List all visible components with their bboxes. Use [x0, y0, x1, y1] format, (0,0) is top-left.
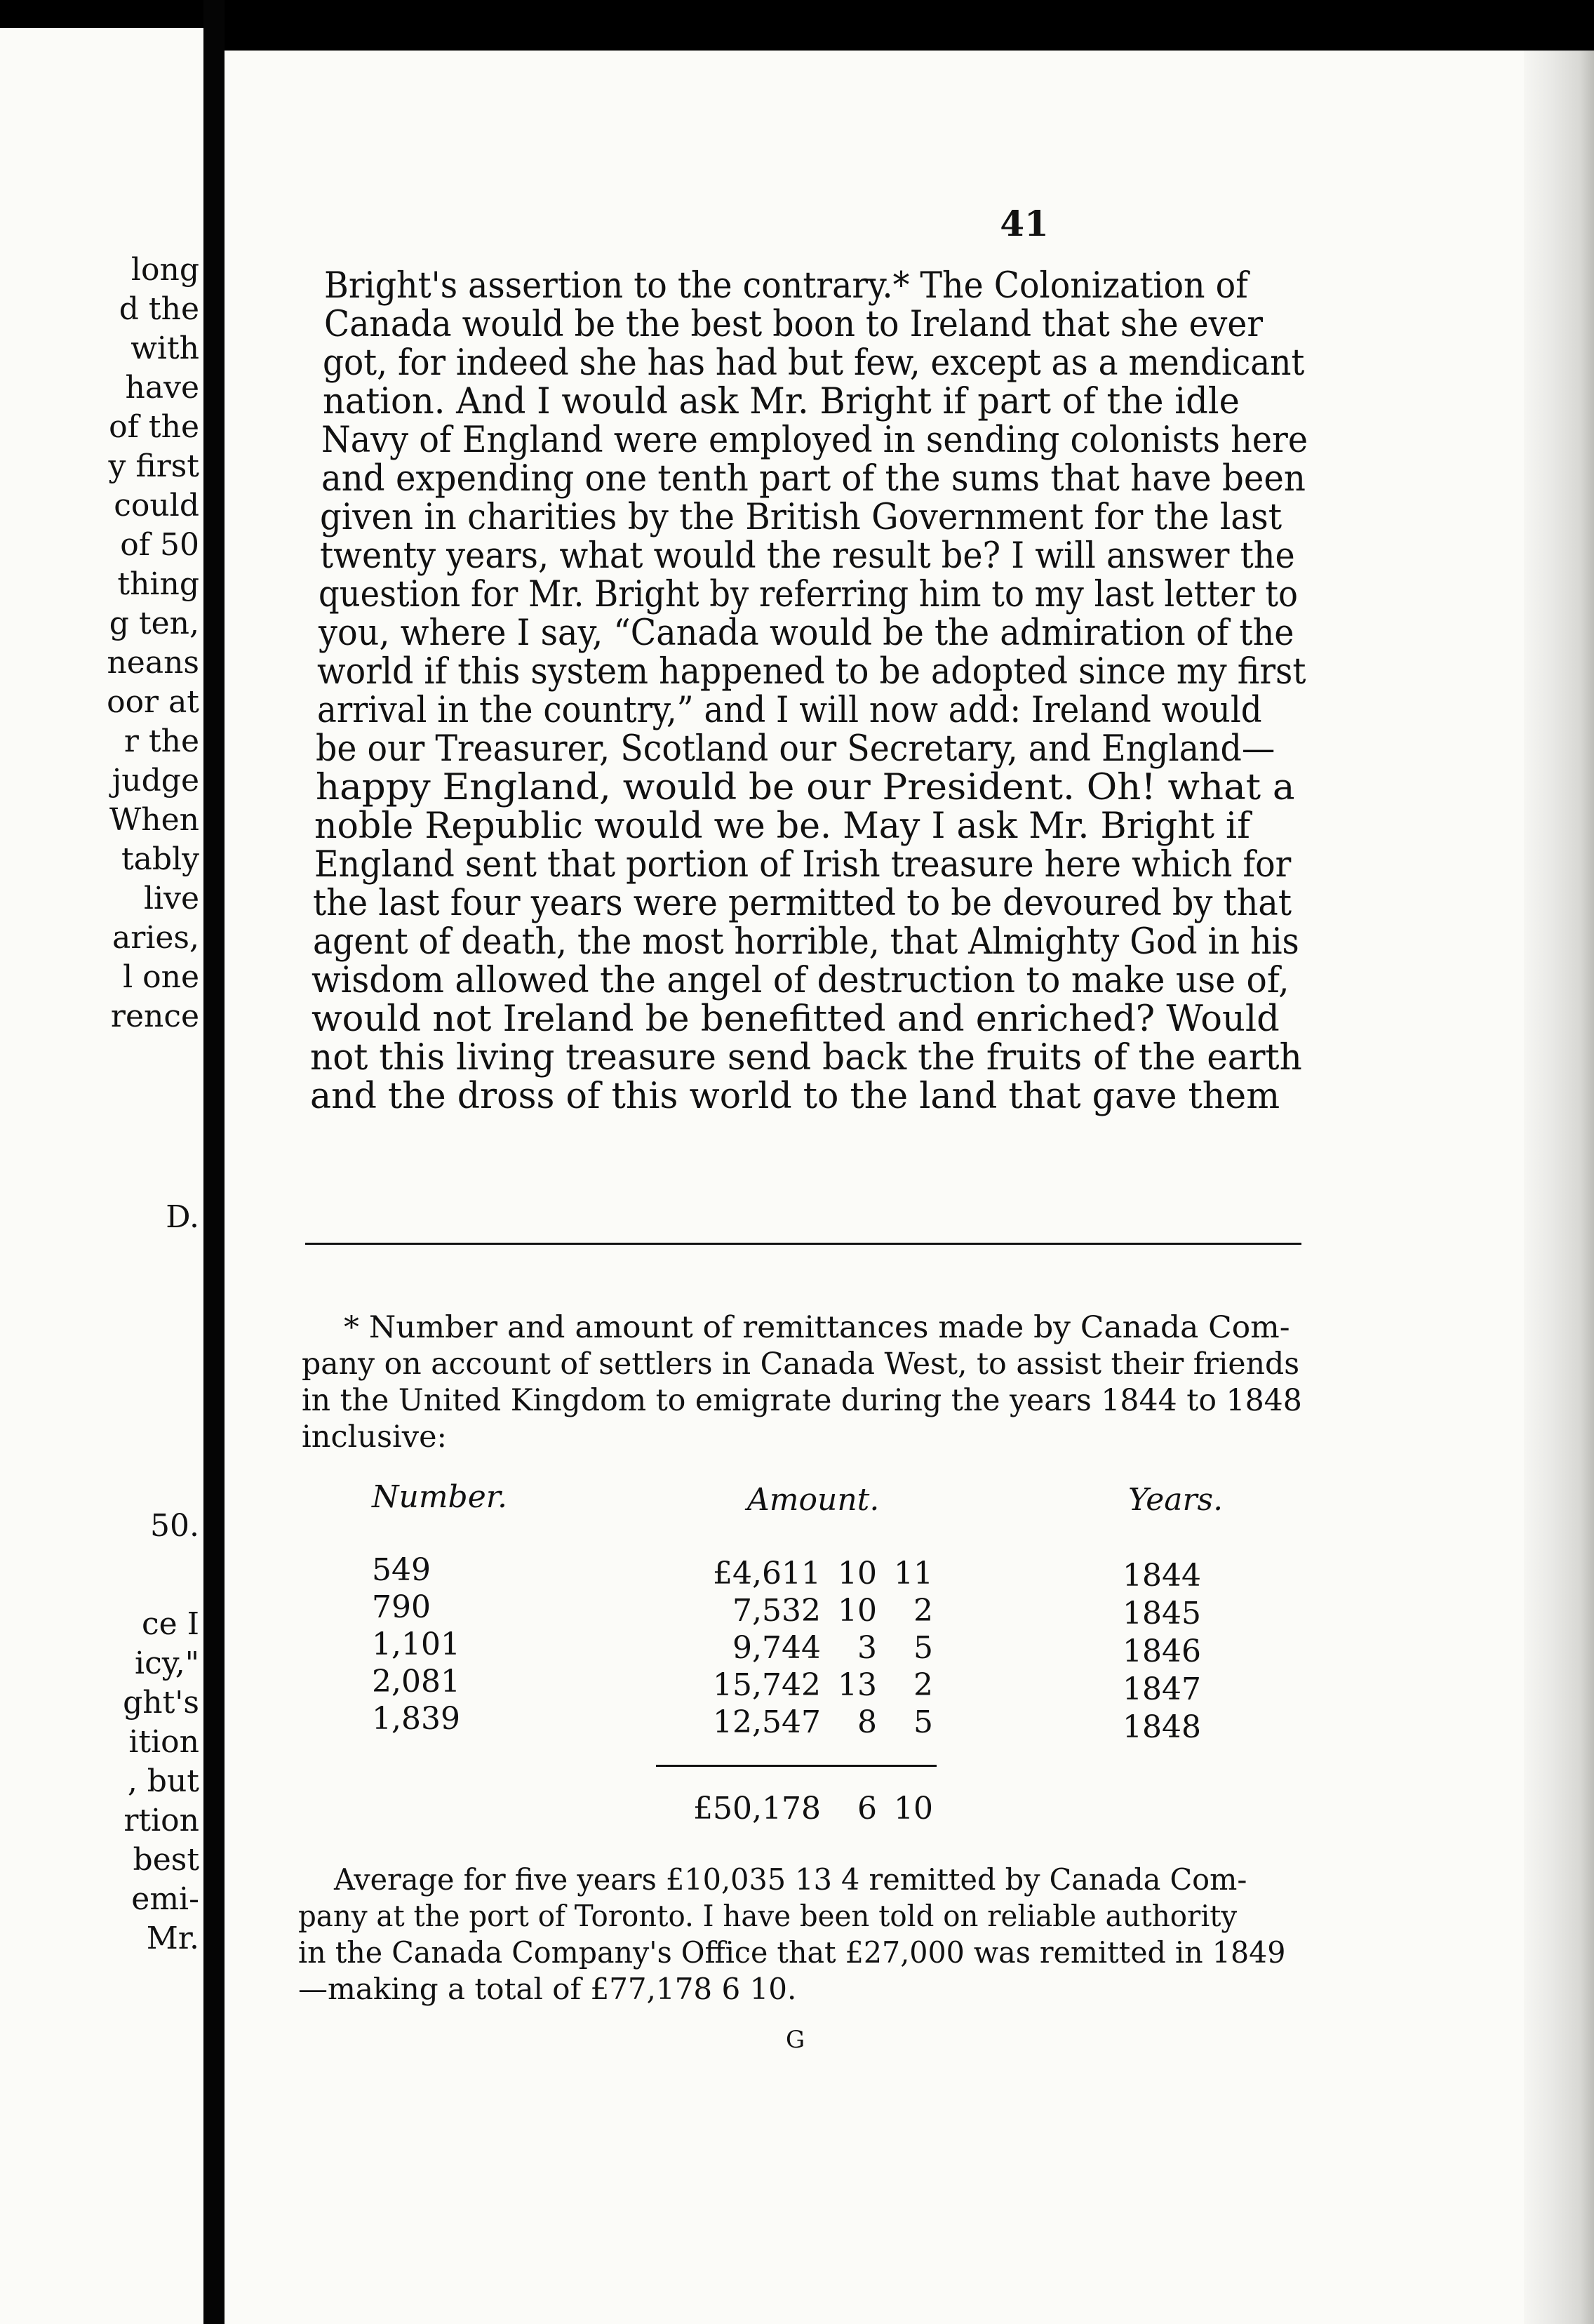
left-page-fragment — [0, 28, 203, 2324]
body-line: be our Treasurer, Scotland our Secretary, and England— — [316, 728, 1275, 770]
cell-year: 1844 — [1123, 1558, 1201, 1594]
left-word: When — [109, 802, 199, 838]
cell-pence: 11 — [894, 1556, 933, 1591]
average-line: —making a total of £77,178 6 10. — [298, 1972, 797, 2006]
body-line: would not Ireland be benefitted and enriched? Would — [312, 999, 1280, 1040]
cell-pounds: 7,532 — [732, 1593, 821, 1629]
body-line: nation. And I would ask Mr. Bright if part of the idle — [323, 381, 1240, 422]
left-word: Mr. — [146, 1921, 199, 1956]
left-word: have — [125, 370, 199, 406]
left-word: d the — [119, 291, 199, 327]
cell-shillings: 8 — [857, 1704, 877, 1740]
body-line: noble Republic would we be. May I ask Mr. Bright if — [314, 806, 1250, 847]
body-line: arrival in the country,” and I will now add: Ireland would — [317, 690, 1262, 731]
body-line: and expending one tenth part of the sums that have been — [321, 458, 1306, 500]
book-page — [225, 51, 1594, 2324]
body-line: twenty years, what would the result be? I will answer the — [320, 535, 1295, 577]
cell-year: 1845 — [1123, 1596, 1201, 1631]
cell-pounds: £4,611 — [713, 1556, 821, 1591]
body-line: Canada would be the best boon to Ireland that she ever — [324, 304, 1264, 345]
left-word: rence — [110, 999, 199, 1034]
body-line: not this living treasure send back the fruits of the earth — [310, 1037, 1302, 1078]
cell-number: 1,839 — [372, 1701, 460, 1737]
body-line: given in charities by the British Government for the last — [320, 497, 1282, 538]
left-word: of 50 — [120, 527, 199, 563]
left-word: judge — [112, 763, 199, 799]
cell-number: 549 — [372, 1552, 431, 1588]
cell-pence: 5 — [913, 1630, 933, 1666]
cell-shillings: 3 — [857, 1630, 877, 1666]
footnote-rule — [305, 1242, 1301, 1246]
page-edge-shadow — [1524, 51, 1594, 2324]
body-line: wisdom allowed the angel of destruction to make use of, — [312, 960, 1290, 1001]
total-rule — [656, 1765, 937, 1767]
body-line: and the dross of this world to the land that gave them — [310, 1076, 1280, 1117]
left-word: rtion — [123, 1803, 199, 1838]
column-header-amount: Amount. — [747, 1482, 880, 1518]
cell-number: 790 — [372, 1589, 431, 1625]
total-shillings: 6 — [857, 1791, 877, 1827]
cell-pence: 5 — [913, 1704, 933, 1740]
left-word: neans — [107, 645, 199, 681]
cell-year: 1848 — [1123, 1709, 1201, 1745]
footnote-line: inclusive: — [302, 1420, 448, 1455]
signature-mark: G — [786, 2026, 805, 2054]
cell-shillings: 13 — [838, 1667, 877, 1703]
body-line: the last four years were permitted to be devoured by that — [313, 883, 1292, 924]
left-word: oor at — [107, 684, 199, 720]
cell-pence: 2 — [913, 1593, 933, 1629]
column-header-number: Number. — [372, 1479, 507, 1515]
cell-pounds: 9,744 — [732, 1630, 821, 1666]
left-word: tably — [121, 841, 199, 877]
left-word: icy," — [135, 1645, 199, 1681]
cell-number: 2,081 — [372, 1664, 460, 1699]
page-number: 41 — [1000, 203, 1049, 244]
left-word: long — [130, 252, 199, 288]
left-word: g ten, — [109, 606, 199, 641]
left-word: emi- — [131, 1881, 199, 1917]
body-line: agent of death, the most horrible, that Almighty God in his — [313, 921, 1299, 963]
cell-shillings: 10 — [838, 1593, 877, 1629]
cell-pence: 2 — [913, 1667, 933, 1703]
left-word: l one — [123, 959, 199, 995]
body-line: Navy of England were employed in sending colonists here — [321, 420, 1308, 461]
left-word: of the — [109, 409, 199, 445]
left-word: ght's — [123, 1685, 199, 1721]
left-word: D. — [166, 1199, 199, 1235]
left-word: ce I — [141, 1606, 199, 1642]
left-word: aries, — [112, 920, 199, 956]
average-line: in the Canada Company's Office that £27,000 was remitted in 1849 — [298, 1935, 1286, 1970]
left-word: thing — [117, 566, 199, 602]
average-line: pany at the port of Toronto. I have been told on reliable authority — [298, 1899, 1238, 1933]
body-line: world if this system happened to be adopted since my first — [317, 651, 1306, 693]
left-word: 50. — [150, 1508, 199, 1544]
left-word: could — [114, 488, 199, 523]
body-line: happy England, would be our President. Oh! what a — [316, 767, 1295, 808]
body-line: Bright's assertion to the contrary.* The Colonization of — [324, 265, 1248, 307]
cell-shillings: 10 — [838, 1556, 877, 1591]
left-word: r the — [123, 723, 199, 759]
left-word: live — [143, 881, 199, 916]
body-line: question for Mr. Bright by referring him to my last letter to — [319, 574, 1298, 615]
left-word: ition — [128, 1724, 199, 1760]
body-line: England sent that portion of Irish treasure here which for — [314, 844, 1292, 886]
column-header-years: Years. — [1128, 1482, 1224, 1518]
footnote-line: pany on account of settlers in Canada West, to assist their friends — [302, 1347, 1300, 1382]
body-line: got, for indeed she has had but few, except as a mendicant — [323, 342, 1305, 384]
book-gutter — [203, 0, 225, 2324]
footnote-line: in the United Kingdom to emigrate during the years 1844 to 1848 — [302, 1383, 1302, 1418]
cell-number: 1,101 — [372, 1627, 460, 1662]
left-word: y first — [108, 448, 199, 484]
cell-pounds: 12,547 — [713, 1704, 821, 1740]
left-word: best — [133, 1842, 199, 1878]
body-line: you, where I say, “Canada would be the admiration of the — [319, 613, 1294, 654]
left-word: , but — [127, 1763, 199, 1799]
left-word: with — [130, 330, 199, 366]
average-line: Average for five years £10,035 13 4 remitted by Canada Com- — [334, 1862, 1247, 1897]
footnote-line: * Number and amount of remittances made by Canada Com- — [344, 1310, 1290, 1345]
total-pounds: £50,178 — [693, 1791, 821, 1827]
total-pence: 10 — [894, 1791, 933, 1827]
cell-pounds: 15,742 — [713, 1667, 821, 1703]
cell-year: 1846 — [1123, 1634, 1201, 1669]
cell-year: 1847 — [1123, 1671, 1201, 1707]
